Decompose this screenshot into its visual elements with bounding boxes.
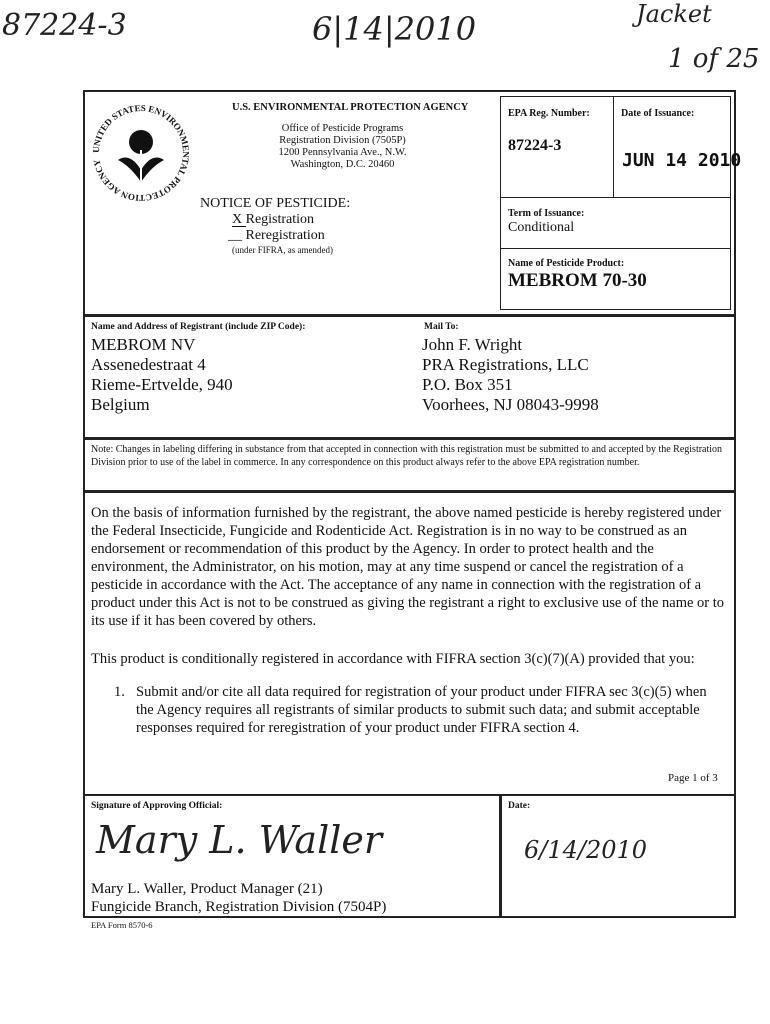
epa-seal-icon — [88, 100, 194, 206]
date-issuance-label: Date of Issuance: — [621, 108, 695, 119]
registrant-city: Rieme-Ertvelde, 940 — [91, 375, 233, 394]
note-text: Note: Changes in labeling differing in substance from that accepted in connection with this registration must be submitted to and accepted by the Registration Division prior to use of the label in commerce. In any correspondence on this product always refer to the above EPA registration number. — [91, 444, 723, 468]
body-paragraph-2: This product is conditionally registered in accordance with FIFRA section 3(c)(7)(A) provided that you: — [91, 651, 695, 667]
office-line: 1200 Pennsylvania Ave., N.W. — [278, 147, 407, 158]
registrant-address — [91, 335, 233, 415]
under-fifra: (under FIFRA, as amended) — [232, 245, 333, 255]
registrant-label: Name and Address of Registrant (include ZIP Code): — [91, 322, 306, 332]
handwritten-jacket: Jacket — [636, 0, 712, 28]
item-1-text: Submit and/or cite all data required for registration of your product under FIFRA sec 3(c)(5) when the Agency requires all registrants of similar products to submit such data; and submit acceptable responses required for reregistration of your product under FIFRA section 4. — [136, 684, 707, 736]
mail-to-po: P.O. Box 351 — [422, 375, 513, 394]
approver-name: Mary L. Waller, Product Manager (21) — [91, 881, 323, 897]
form-id: EPA Form 8570-6 — [91, 920, 153, 930]
product-name: MEBROM 70-30 — [508, 270, 647, 291]
agency-name: U.S. ENVIRONMENTAL PROTECTION AGENCY — [232, 102, 469, 113]
mail-to-company: PRA Registrations, LLC — [422, 355, 589, 374]
handwritten-reg-number: 87224-3 — [2, 8, 127, 43]
term-label: Term of Issuance: — [508, 208, 585, 219]
date-issuance-stamp: JUN 14 2010 — [622, 150, 742, 171]
approver-branch: Fungicide Branch, Registration Division (7504P) — [91, 899, 387, 915]
notice-title: NOTICE OF PESTICIDE: — [200, 196, 351, 211]
mail-to-name: John F. Wright — [422, 335, 523, 354]
date-label: Date: — [508, 801, 531, 811]
page-number: Page 1 of 3 — [668, 772, 718, 784]
registrant-name: MEBROM NV — [91, 335, 196, 354]
mail-to-label: Mail To: — [424, 322, 459, 332]
handwritten-sign-date: 6/14/2010 — [524, 836, 648, 864]
signature: Mary L. Waller — [96, 818, 383, 862]
office-line: Washington, D.C. 20460 — [290, 159, 395, 170]
signature-label: Signature of Approving Official: — [91, 801, 223, 811]
reg-number-label: EPA Reg. Number: — [508, 108, 590, 119]
registrant-country: Belgium — [91, 395, 150, 414]
office-line: Registration Division (7505P) — [279, 135, 406, 146]
body-paragraph-1: On the basis of information furnished by the registrant, the above named pesticide is hereby registered under the Federal Insecticide, Fungicide and Rodenticide Act. Registration is in no way to be construed as an endorsement or recommendation of this product by the Agency. In order to protect health and the environment, the Administrator, on his motion, may at any time suspend or cancel the registration of a pesticide in accordance with the Act. The acceptance of any name in connection with the registration of a product under this Act is not to be construed as giving the registrant a right to exclusive use of the name or to its use if it has been covered by others. — [91, 505, 725, 629]
registrant-street: Assenedestraat 4 — [91, 355, 206, 374]
term-value: Conditional — [508, 220, 575, 235]
product-label: Name of Pesticide Product: — [508, 258, 625, 269]
registration-underline — [232, 226, 246, 227]
seal-text: UNITED STATES ENVIRONMENTAL PROTECTION AGENCY — [90, 102, 192, 204]
mail-to-city: Voorhees, NJ 08043-9998 — [422, 395, 599, 414]
registration-checkbox-label: X Registration — [232, 212, 315, 227]
office-address — [250, 123, 435, 171]
handwritten-jacket-count: 1 of 25 — [668, 44, 760, 74]
handwritten-date: 6|14|2010 — [312, 10, 477, 48]
mail-to-address — [422, 335, 599, 415]
item-number: 1. — [114, 684, 125, 700]
office-line: Office of Pesticide Programs — [281, 123, 404, 134]
reg-number-value: 87224-3 — [508, 137, 562, 154]
reregistration-label: __ Reregistration — [228, 228, 325, 243]
